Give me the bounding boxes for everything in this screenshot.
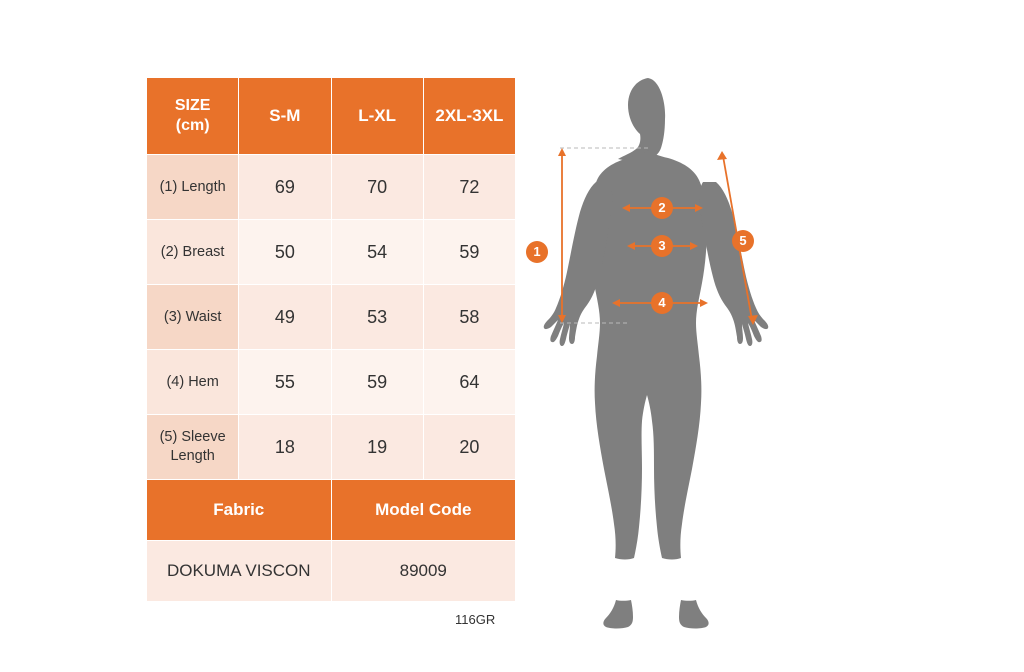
footer-value-model-code: 89009 [331, 541, 516, 602]
footer-header-model-code: Model Code [331, 480, 516, 541]
cell-length-l-xl: 70 [331, 155, 423, 220]
table-header-row [147, 78, 516, 155]
header-l-xl: L-XL [331, 78, 423, 155]
size-chart-table [146, 77, 516, 602]
table-row [147, 350, 516, 415]
row-label-length: (1) Length [147, 155, 239, 220]
cell-sleeve-l-xl: 19 [331, 415, 423, 480]
badge-4-hem: 4 [651, 292, 673, 314]
row-label-hem: (4) Hem [147, 350, 239, 415]
row-label-sleeve-length: (5) Sleeve Length [147, 415, 239, 480]
header-size-line1: SIZE [174, 97, 211, 114]
table-row [147, 220, 516, 285]
table-row [147, 285, 516, 350]
badge-2-breast: 2 [651, 197, 673, 219]
mannequin-diagram [520, 20, 860, 650]
header-2xl-3xl: 2XL-3XL [423, 78, 515, 155]
cell-hem-s-m: 55 [239, 350, 331, 415]
mannequin-svg [520, 20, 860, 650]
table-row [147, 155, 516, 220]
female-silhouette-icon [544, 78, 769, 629]
cell-waist-l-xl: 53 [331, 285, 423, 350]
cell-waist-s-m: 49 [239, 285, 331, 350]
cell-length-s-m: 69 [239, 155, 331, 220]
header-size-line2: (cm) [175, 117, 210, 134]
table-footer-header-row [147, 480, 516, 541]
cell-sleeve-2xl-3xl: 20 [423, 415, 515, 480]
cell-length-2xl-3xl: 72 [423, 155, 515, 220]
badge-5-sleeve-length: 5 [732, 230, 754, 252]
cell-breast-2xl-3xl: 59 [423, 220, 515, 285]
header-s-m: S-M [239, 78, 331, 155]
fabric-weight-note: 116GR [455, 612, 496, 627]
table-row [147, 415, 516, 480]
footer-value-fabric: DOKUMA VISCON [147, 541, 332, 602]
cell-waist-2xl-3xl: 58 [423, 285, 515, 350]
header-size-cm [147, 78, 239, 155]
cell-breast-s-m: 50 [239, 220, 331, 285]
badge-1-length: 1 [526, 241, 548, 263]
footer-header-fabric: Fabric [147, 480, 332, 541]
badge-3-waist: 3 [651, 235, 673, 257]
cell-hem-l-xl: 59 [331, 350, 423, 415]
cell-sleeve-s-m: 18 [239, 415, 331, 480]
cell-breast-l-xl: 54 [331, 220, 423, 285]
row-label-waist: (3) Waist [147, 285, 239, 350]
cell-hem-2xl-3xl: 64 [423, 350, 515, 415]
row-label-breast: (2) Breast [147, 220, 239, 285]
table-footer-value-row [147, 541, 516, 602]
